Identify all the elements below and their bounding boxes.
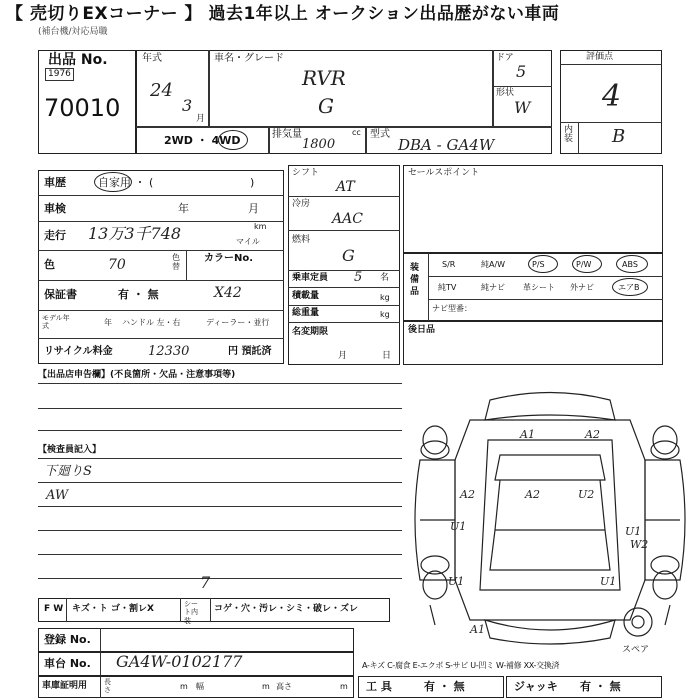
fuel-value: G <box>342 246 355 265</box>
model-year-label: モデル年式 <box>42 314 70 330</box>
car-name-value: RVR <box>302 66 346 90</box>
capacity-value: 5 <box>354 270 363 285</box>
model-year-unit: 年 <box>104 318 112 327</box>
mark-door-left: A2 <box>460 488 475 501</box>
pw-circle <box>572 255 602 273</box>
recycle-unit: 円 預託済 <box>228 346 272 357</box>
mark-rear-fender-left: U1 <box>448 575 465 588</box>
history-label: 車歴 <box>44 176 66 189</box>
equip-leather-seat: 革シート <box>523 283 555 292</box>
model-label: 型式 <box>370 129 390 140</box>
name-change-month: 月 <box>338 351 348 361</box>
name-change-label: 名変期限 <box>292 327 329 337</box>
spare-label: スペア <box>622 645 650 655</box>
car-damage-diagram <box>400 380 700 660</box>
recycle-label: リサイクル料金 <box>44 346 113 357</box>
color-no-value: X42 <box>214 285 242 301</box>
equip-aftermarket-navi: 外ナビ <box>570 283 594 292</box>
seller-notes-label: 【出品店申告欄】(不良箇所・欠品・注意事項等) <box>38 370 236 380</box>
sales-point-box <box>403 165 663 253</box>
private-use-circle <box>94 172 132 192</box>
airbag-circle <box>612 278 648 296</box>
gross-label: 総重量 <box>292 308 320 318</box>
history-text: 自家用 ・ ( <box>98 176 154 189</box>
inspector-note-2: AW <box>46 488 69 503</box>
chassis-value: GA4W-0102177 <box>116 652 243 671</box>
mileage-label: 走行 <box>44 229 66 242</box>
displacement-label: 排気量 <box>272 129 302 140</box>
mark-fender-right: A2 <box>585 428 600 441</box>
load-label: 積載量 <box>292 291 320 301</box>
recycle-value: 12330 <box>148 344 190 359</box>
km-label: km <box>254 222 267 231</box>
tools-options: 有 ・ 無 <box>424 680 465 693</box>
equip-airbag: エアB <box>618 283 640 292</box>
cert-length-unit: m <box>180 682 188 691</box>
equip-power-window: P/W <box>576 260 592 269</box>
cert-length-label: 長さ <box>104 678 111 694</box>
name-change-day: 日 <box>382 351 392 361</box>
equipment-label: 装備品 <box>410 263 420 298</box>
color-no-label: カラーNo. <box>204 253 254 264</box>
shift-label: シフト <box>292 168 320 178</box>
mark-top-left: 7 <box>200 573 211 592</box>
cert-width-unit: m <box>262 682 270 691</box>
inspector-note-1: 下廻りS <box>44 464 92 479</box>
lot-number: 70010 <box>44 94 121 122</box>
gross-unit: kg <box>380 310 390 319</box>
model-value: DBA - GA4W <box>398 136 495 154</box>
displacement-value: 1800 <box>302 137 336 152</box>
eval-label: 評価点 <box>586 52 614 62</box>
inspection-month: 月 <box>248 202 259 215</box>
fuel-label: 燃料 <box>292 235 311 245</box>
dealer-options: ディーラー・並行 <box>206 318 270 327</box>
month-value: 3 <box>182 96 193 115</box>
mark-hood: A1 <box>520 428 535 441</box>
mark-rear-fender-right: U1 <box>600 575 617 588</box>
capacity-label: 乗車定員 <box>292 273 329 283</box>
ac-label: 冷房 <box>292 199 311 209</box>
capacity-unit: 名 <box>380 273 390 283</box>
inspector-label: 【検査員記入】 <box>38 445 102 455</box>
ps-circle <box>528 255 558 273</box>
mark-roof: A2 <box>525 488 540 501</box>
sales-point-label: セールスポイント <box>408 168 480 178</box>
abs-circle <box>616 255 648 273</box>
month-label: 月 <box>196 114 206 124</box>
inspection-label: 車検 <box>44 202 66 215</box>
chassis-label: 車台 No. <box>44 657 91 670</box>
navi-model-label: ナビ型番： <box>432 304 472 313</box>
lot-small-number: 1976 <box>45 68 74 81</box>
equip-tv: 純TV <box>438 283 457 292</box>
shape-label: 形状 <box>496 88 515 98</box>
door-value: 5 <box>516 62 527 81</box>
mark-door-right: U2 <box>578 488 595 501</box>
inspection-year: 年 <box>178 202 189 215</box>
equip-alloy-wheel: 純A/W <box>481 260 506 269</box>
jack-label: ジャッキ <box>514 680 558 693</box>
interior-label: 内装 <box>564 125 574 144</box>
name-grade-label: 車名・グレード <box>214 53 284 64</box>
mark-rear-door-left: U1 <box>450 520 467 533</box>
damage-legend: A-キズ C-腐食 E-エクボ S-サビ U-凹ミ W-補修 XX-交換済 <box>362 661 560 670</box>
color-change-label: 色替 <box>172 253 180 271</box>
fw-items: キズ・ト ゴ・割レX <box>72 604 154 614</box>
color-label: 色 <box>44 258 55 271</box>
warranty-options: 有 ・ 無 <box>118 288 159 301</box>
seat-label: シート内装 <box>184 600 198 625</box>
color-value: 70 <box>108 257 126 273</box>
year-label: 年式 <box>142 53 162 64</box>
warranty-label: 保証書 <box>44 288 77 301</box>
mileage-value: 13万3千748 <box>88 224 182 243</box>
page-banner: 【 売切りEXコーナー 】 過去1年以上 オークション出品歴がない車両 <box>0 0 700 28</box>
cc-label: cc <box>352 128 361 137</box>
mark-side-note: W2 <box>630 538 649 551</box>
garage-cert-label: 車庫証明用 <box>42 681 88 691</box>
cert-height-label: 高さ <box>276 682 292 691</box>
door-label: ドア <box>496 53 514 63</box>
jack-options: 有 ・ 無 <box>580 680 621 693</box>
shift-value: AT <box>336 179 355 195</box>
later-items-label: 後日品 <box>408 325 436 335</box>
load-unit: kg <box>380 293 390 302</box>
mark-rear-bumper: A1 <box>470 623 485 636</box>
equip-sunroof: S/R <box>442 260 456 269</box>
fw-label: F W <box>44 604 64 614</box>
drive-4wd-circle <box>218 130 248 150</box>
history-paren-close: ) <box>250 176 255 189</box>
grade-value: G <box>318 94 334 118</box>
ac-value: AAC <box>332 211 363 227</box>
equip-abs: ABS <box>622 260 638 269</box>
shape-value: W <box>514 98 531 117</box>
mile-label: マイル <box>236 237 260 246</box>
later-items-box <box>403 321 663 365</box>
year-value: 24 <box>150 80 173 101</box>
equip-genuine-navi: 純ナビ <box>481 283 505 292</box>
lot-title: 出品 No. <box>48 52 108 68</box>
handle-options: ハンドル 左・右 <box>122 318 181 327</box>
drive-options: 2WD ・ 4WD <box>164 134 241 147</box>
interior-value: B <box>612 126 626 147</box>
cert-width-label: 幅 <box>196 682 204 691</box>
seat-items: コゲ・穴・汚レ・シミ・破レ・ズレ <box>214 604 359 614</box>
mark-quarter-right: U1 <box>625 525 642 538</box>
left-info-box <box>38 170 284 364</box>
tools-label: 工 具 <box>366 680 392 693</box>
equip-power-steering: P/S <box>532 260 545 269</box>
cert-height-unit: m <box>340 682 348 691</box>
eval-value: 4 <box>602 79 622 114</box>
partial-top-text: (補台機/対応局職 <box>38 27 108 37</box>
registration-label: 登録 No. <box>44 633 91 646</box>
